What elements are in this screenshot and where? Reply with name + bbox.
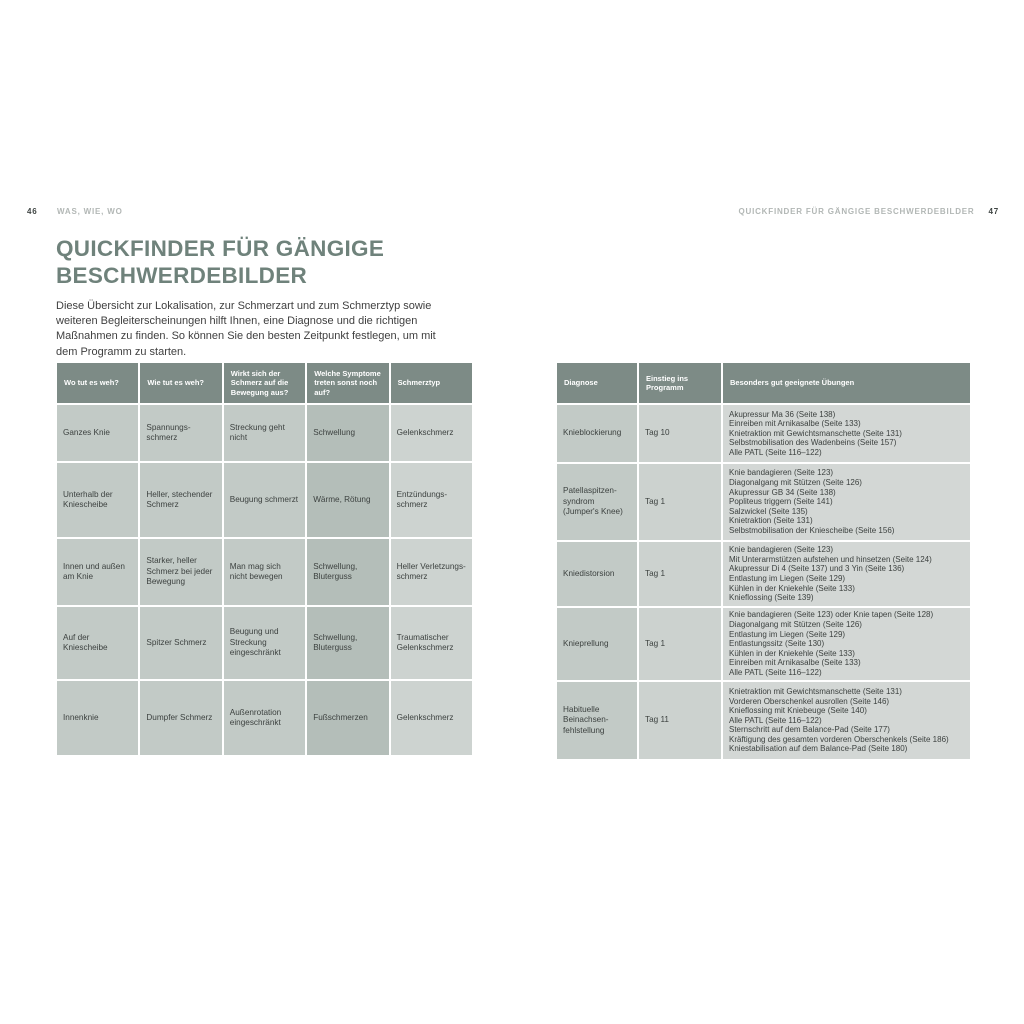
column-header: Wirkt sich der Schmerz auf die Bewegung aus?: [224, 363, 305, 403]
diagnosis-cell: Knieprellung: [557, 608, 637, 680]
running-head-right-text: QUICKFINDER FÜR GÄNGIGE BESCHWERDEBILDER: [738, 207, 975, 216]
exercise-line: Kniestabilisation auf dem Balance-Pad (Seite 180): [729, 744, 908, 754]
table-cell: Entzündungs- schmerz: [391, 463, 472, 537]
exercise-line: Knietraktion mit Gewichtsmanschette (Seite 131): [729, 428, 902, 438]
exercise-line: Alle PATL (Seite 116–122): [729, 447, 822, 457]
table-cell: Unterhalb der Kniescheibe: [57, 463, 138, 537]
table-cell: Beugung und Streckung eingeschränkt: [224, 607, 305, 679]
table-cell: Innen und außen am Knie: [57, 539, 138, 605]
table-cell: Spannungs- schmerz: [140, 405, 221, 461]
exercise-line: Diagonalgang mit Stützen (Seite 126): [729, 478, 862, 488]
table-cell: Außenrotation eingeschränkt: [224, 681, 305, 755]
table-cell: Auf der Kniescheibe: [57, 607, 138, 679]
table-cell: Dumpfer Schmerz: [140, 681, 221, 755]
table-cell: Heller, stechender Schmerz: [140, 463, 221, 537]
running-head-right: [738, 207, 999, 216]
table-cell: Schwellung: [307, 405, 388, 461]
exercise-line: Selbstmobilisation des Wadenbeins (Seite 157): [729, 438, 897, 448]
column-header: Einstieg ins Programm: [639, 363, 721, 403]
exercise-line: Knie bandagieren (Seite 123): [729, 545, 834, 555]
table-cell: Man mag sich nicht bewegen: [224, 539, 305, 605]
exercise-line: Vorderen Oberschenkel ausrollen (Seite 146): [729, 696, 890, 706]
diagnosis-cell: Habituelle Beinachsen- fehlstellung: [557, 682, 637, 759]
program-entry-cell: Tag 11: [639, 682, 721, 759]
page-number-left: 46: [27, 207, 38, 216]
column-header: Besonders gut geeignete Übungen: [723, 363, 970, 403]
table-cell: Fußschmerzen: [307, 681, 388, 755]
program-entry-cell: Tag 1: [639, 464, 721, 540]
exercise-line: Kräftigung des gesamten vorderen Oberschenkels (Seite 186): [729, 734, 949, 744]
symptom-table: [57, 363, 472, 755]
table-cell: Ganzes Knie: [57, 405, 138, 461]
exercise-line: Entlastungssitz (Seite 130): [729, 639, 825, 649]
table-cell: Schwellung, Bluterguss: [307, 607, 388, 679]
exercises-cell: [723, 682, 970, 759]
exercise-line: Knietraktion mit Gewichtsmanschette (Seite 131): [729, 686, 902, 696]
column-header: Schmerztyp: [391, 363, 472, 403]
diagnosis-cell: Patellaspitzen- syndrom (Jumper's Knee): [557, 464, 637, 540]
exercise-line: Akupressur Ma 36 (Seite 138): [729, 409, 836, 419]
table-cell: Heller Verletzungs- schmerz: [391, 539, 472, 605]
table-cell: Wärme, Rötung: [307, 463, 388, 537]
page-title: QUICKFINDER FÜR GÄNGIGE BESCHWERDEBILDER: [56, 236, 385, 288]
exercise-line: Selbstmobilisation der Kniescheibe (Seite 156): [729, 525, 895, 535]
exercise-line: Alle PATL (Seite 116–122): [729, 667, 822, 677]
diagnosis-cell: Kniedistorsion: [557, 542, 637, 606]
program-entry-cell: Tag 1: [639, 542, 721, 606]
table-cell: Streckung geht nicht: [224, 405, 305, 461]
page-number-right: 47: [988, 207, 999, 216]
table-cell: Gelenkschmerz: [391, 681, 472, 755]
exercise-line: Knie bandagieren (Seite 123) oder Knie tapen (Seite 128): [729, 610, 934, 620]
exercises-cell: [723, 405, 970, 462]
table-cell: Innenknie: [57, 681, 138, 755]
exercise-line: Kühlen in der Kniekehle (Seite 133): [729, 583, 855, 593]
exercise-line: Knieflossing mit Kniebeuge (Seite 140): [729, 706, 867, 716]
exercises-cell: [723, 542, 970, 606]
table-cell: Spitzer Schmerz: [140, 607, 221, 679]
exercise-line: Kühlen in der Kniekehle (Seite 133): [729, 648, 855, 658]
exercise-line: Entlastung im Liegen (Seite 129): [729, 574, 846, 583]
intro-paragraph: Diese Übersicht zur Lokalisation, zur Schmerzart und zum Schmerztyp sowie weiteren Begleiterscheinungen hilft Ihnen, eine Diagnose und die richtigen Maßnahmen zu finden. So können Sie den besten Zeitpunkt festlegen, um mit dem Programm zu starten.: [56, 300, 436, 358]
table-cell: Beugung schmerzt: [224, 463, 305, 537]
exercise-line: Popliteus triggern (Seite 141): [729, 497, 833, 507]
exercise-line: Mit Unterarmstützen aufstehen und hinsetzen (Seite 124): [729, 554, 932, 564]
exercise-line: Knie bandagieren (Seite 123): [729, 468, 834, 478]
exercise-line: Einreiben mit Arnikasalbe (Seite 133): [729, 419, 861, 429]
column-header: Wo tut es weh?: [57, 363, 138, 403]
exercise-line: Knietraktion (Seite 131): [729, 516, 813, 526]
column-header: Welche Symptome treten sonst noch auf?: [307, 363, 388, 403]
table-cell: Schwellung, Bluterguss: [307, 539, 388, 605]
exercise-line: Entlastung im Liegen (Seite 129): [729, 629, 846, 639]
table-cell: Gelenkschmerz: [391, 405, 472, 461]
exercise-line: Salzwickel (Seite 135): [729, 506, 808, 516]
exercise-line: Akupressur Di 4 (Seite 137) und 3 Yin (Seite 136): [729, 564, 905, 574]
running-head-left-text: WAS, WIE, WO: [57, 207, 123, 216]
exercise-line: Knieflossing (Seite 139): [729, 593, 814, 603]
diagnosis-table: [557, 363, 970, 759]
exercise-line: Einreiben mit Arnikasalbe (Seite 133): [729, 658, 861, 668]
exercise-line: Alle PATL (Seite 116–122): [729, 715, 822, 725]
table-cell: Traumatischer Gelenkschmerz: [391, 607, 472, 679]
exercise-line: Akupressur GB 34 (Seite 138): [729, 487, 836, 497]
exercises-cell: [723, 464, 970, 540]
exercises-cell: [723, 608, 970, 680]
program-entry-cell: Tag 10: [639, 405, 721, 462]
exercise-line: Diagonalgang mit Stützen (Seite 126): [729, 620, 862, 630]
program-entry-cell: Tag 1: [639, 608, 721, 680]
exercise-line: Sternschritt auf dem Balance-Pad (Seite 177): [729, 725, 890, 735]
diagnosis-cell: Knieblockierung: [557, 405, 637, 462]
column-header: Wie tut es weh?: [140, 363, 221, 403]
table-cell: Starker, heller Schmerz bei jeder Bewegung: [140, 539, 221, 605]
running-head-left: [27, 207, 123, 216]
column-header: Diagnose: [557, 363, 637, 403]
